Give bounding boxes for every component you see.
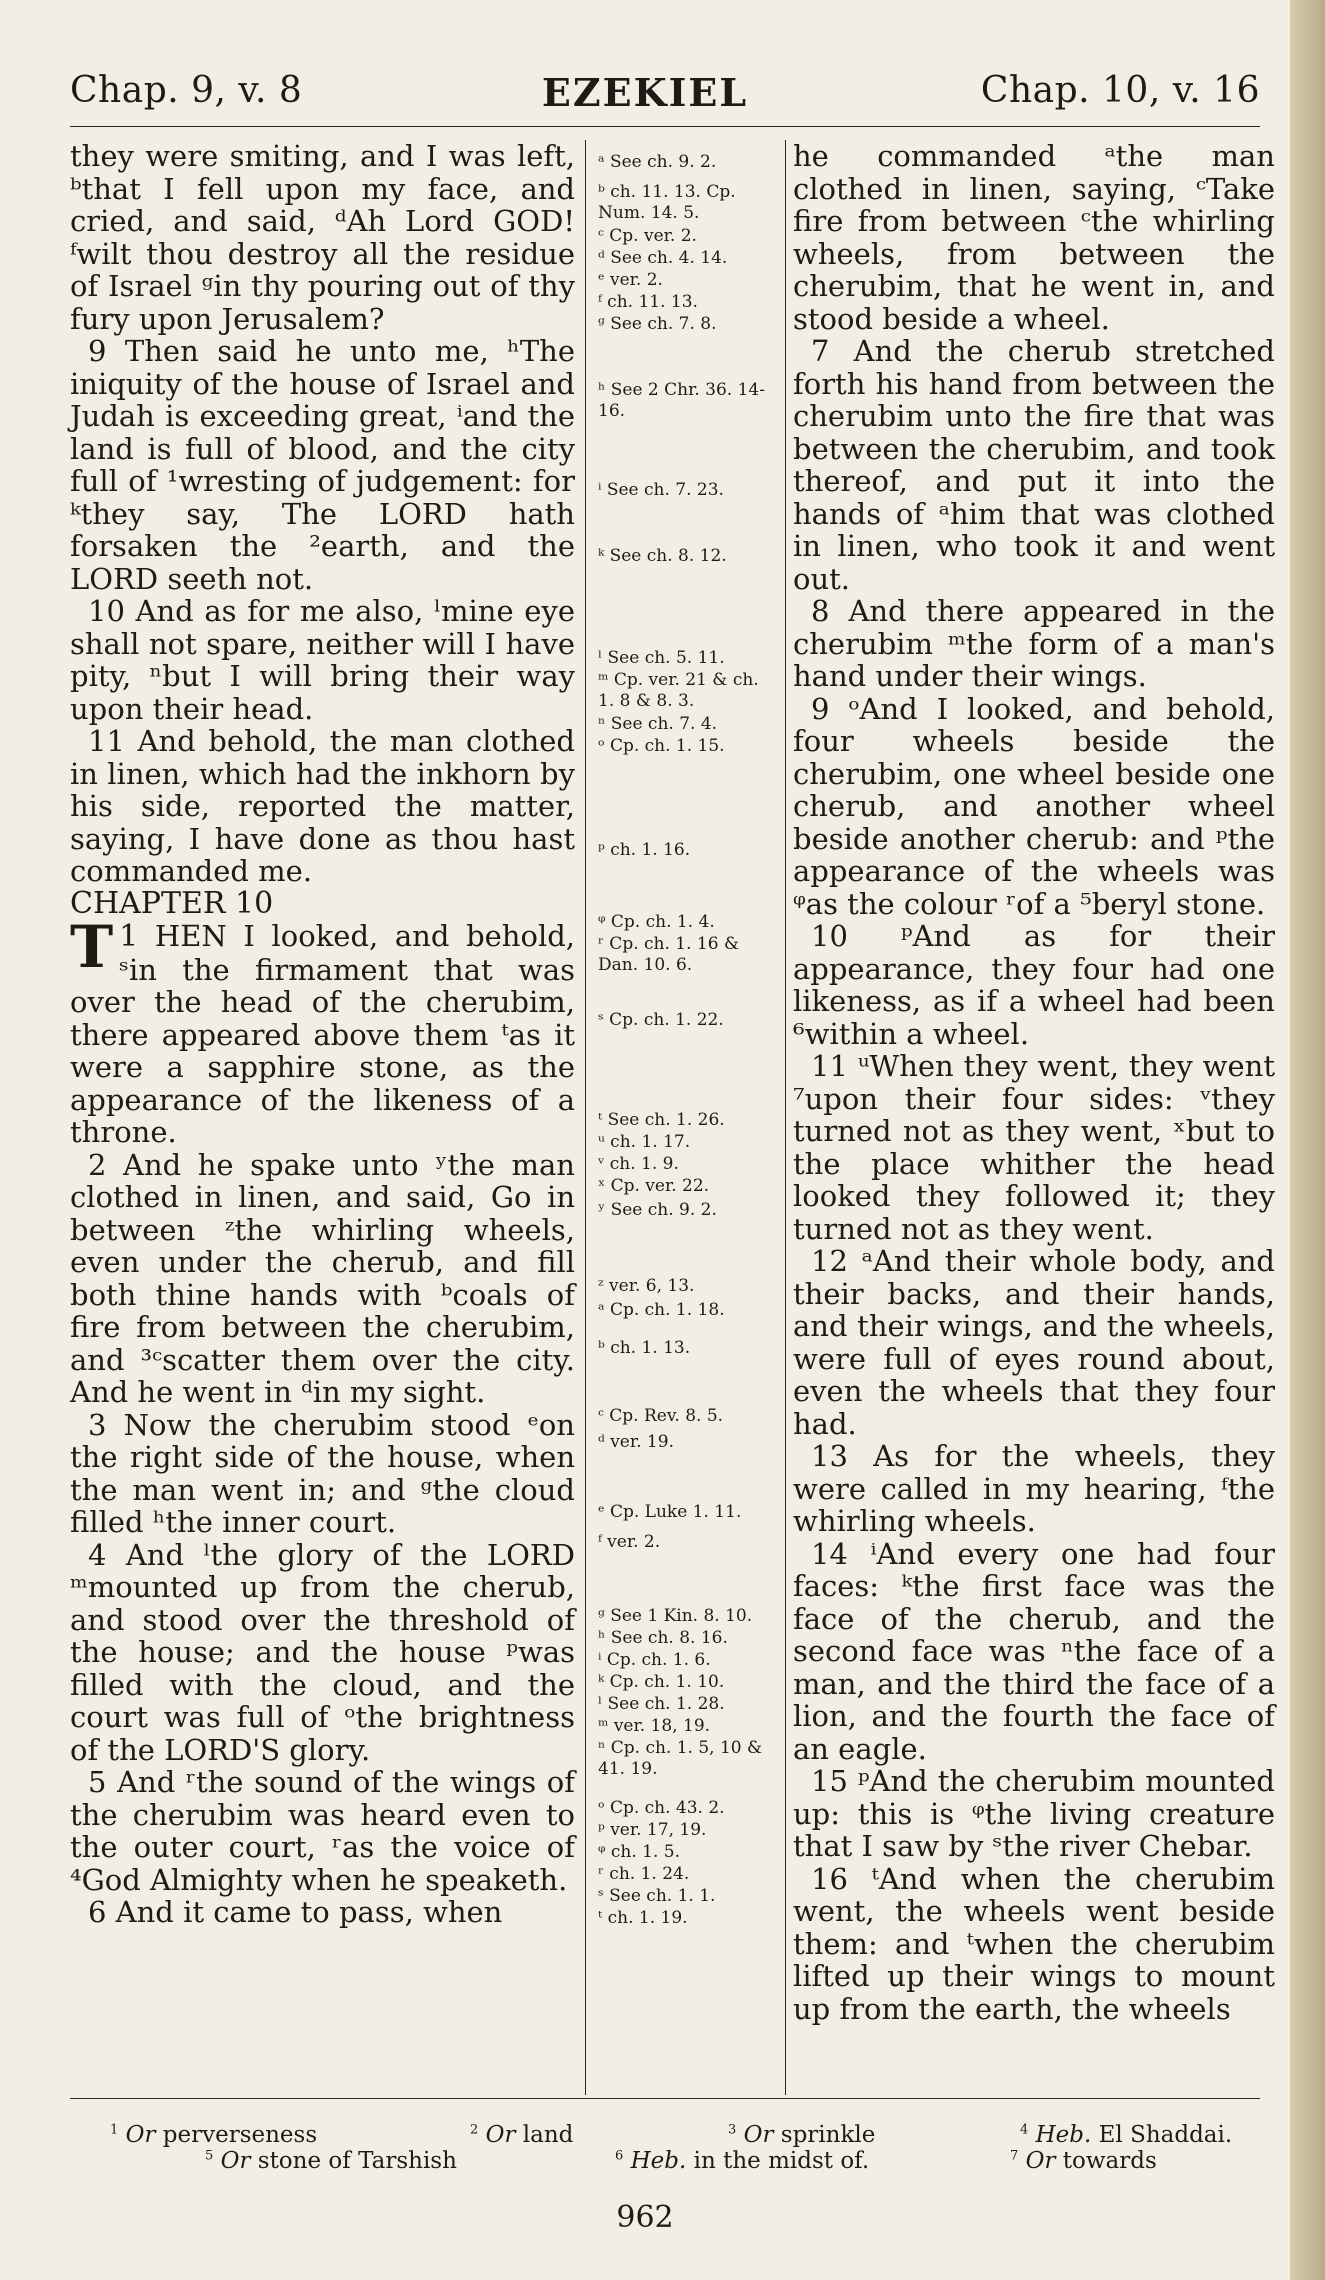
cross-reference: ˡ See ch. 5. 11. [598, 648, 725, 668]
verse-paragraph: 12 ᵃAnd their whole body, and their backs, and their hands, and their wings, and the wheels, were full of eyes round about, even the wheels that they four had. [793, 1244, 1275, 1441]
footnote-label: Or [125, 2122, 156, 2148]
cross-reference: ⁱ See ch. 7. 23. [598, 480, 724, 500]
verse-paragraph: he commanded ᵃthe man clothed in linen, saying, ᶜTake fire from between ᶜthe whirling wheels, from between the cherubim, that he went in, and stood beside a wheel. [793, 139, 1275, 336]
cross-reference: ᵐ Cp. ver. 21 & ch. 1. 8 & 8. 3. [598, 670, 759, 711]
cross-reference: ᵐ ver. 18, 19. [598, 1716, 711, 1736]
cross-reference: ʰ See ch. 8. 16. [598, 1628, 728, 1648]
cross-reference: ᵠ ch. 1. 5. [598, 1842, 681, 1862]
footnote [205, 2148, 457, 2174]
footnote-number: 7 [1010, 2148, 1019, 2164]
footnote [470, 2122, 573, 2148]
verse-paragraph: 10 ᵖAnd as for their appearance, they four had one likeness, as if a wheel had been ⁶within a wheel. [793, 919, 1275, 1051]
cross-reference: ⁿ Cp. ch. 1. 5, 10 & 41. 19. [598, 1738, 763, 1779]
cross-reference: ˣ Cp. ver. 22. [598, 1176, 710, 1196]
footnote-number: 2 [470, 2122, 479, 2138]
footnote-rule [70, 2098, 1260, 2099]
right-text-column [793, 140, 1275, 2025]
cross-reference: ᵗ ch. 1. 19. [598, 1908, 688, 1928]
footnote-label: Or [485, 2122, 516, 2148]
footnote-text: sprinkle [780, 2122, 876, 2148]
cross-reference: ᵠ Cp. ch. 1. 4. [598, 912, 715, 932]
cross-reference: ᵖ ch. 1. 16. [598, 840, 691, 860]
cross-reference: ᵖ ver. 17, 19. [598, 1820, 707, 1840]
footnote-number: 1 [110, 2122, 119, 2138]
footnote [110, 2122, 317, 2148]
chapter-first-verse [70, 913, 575, 1149]
footnote [615, 2148, 869, 2174]
verse-paragraph: 5 And ʳthe sound of the wings of the cherubim was heard even to the outer court, ʳas the voice of ⁴God Almighty when he speaketh. [70, 1765, 575, 1897]
page-number: 962 [616, 2200, 674, 2235]
chapter-heading: CHAPTER 10 [70, 885, 274, 921]
footnote-number: 6 [615, 2148, 624, 2164]
cross-reference: ᵍ See 1 Kin. 8. 10. [598, 1606, 753, 1626]
verse-paragraph: 14 ⁱAnd every one had four faces: ᵏthe first face was the face of the cherub, and the second face was ⁿthe face of a man, and the third the face of a lion, and the fourth the face of an eagle. [793, 1536, 1275, 1766]
footnote-label: Or [220, 2148, 251, 2174]
cross-reference: ᵗ See ch. 1. 26. [598, 1110, 725, 1130]
cross-reference: ʸ See ch. 9. 2. [598, 1200, 717, 1220]
footnote-text: perverseness [162, 2122, 318, 2148]
cross-reference: ᵏ Cp. ch. 1. 10. [598, 1672, 725, 1692]
footnote [1010, 2148, 1157, 2174]
footnote-label: Heb. [1035, 2122, 1092, 2148]
footnote-label: Heb. [630, 2148, 687, 2174]
footnote [1020, 2122, 1232, 2148]
verse-paragraph: 15 ᵖAnd the cherubim mounted up: this is ᵠthe living creature that I saw by ˢthe river Chebar. [793, 1764, 1275, 1863]
cross-reference: ᵃ See ch. 9. 2. [598, 152, 717, 172]
verse-paragraph: 9 Then said he unto me, ʰThe iniquity of the house of Israel and Judah is exceeding great, ⁱand the land is full of blood, and the city full of ¹wresting of judgement: for ᵏthey say, The LORD hath forsaken the ²earth, and the LORD seeth not. [70, 334, 575, 596]
cross-reference: ˢ See ch. 1. 1. [598, 1886, 716, 1906]
verse-paragraph: 3 Now the cherubim stood ᵉon the right side of the house, when the man went in; and ᵍthe cloud filled ʰthe inner court. [70, 1407, 575, 1539]
verse-paragraph: 16 ᵗAnd when the cherubim went, the wheels went beside them: and ᵗwhen the cherubim lifted up their wings to mount up from the earth, the wheels [793, 1861, 1275, 2026]
verse-paragraph: they were smiting, and I was left, ᵇthat I fell upon my face, and cried, and said, ᵈAh Lord GOD! ᶠwilt thou destroy all the residue of Israel ᵍin thy pouring out of thy fury upon Jerusalem? [70, 139, 575, 336]
verse-text: HEN I looked, and behold, ˢin the firmament that was over the head of the cherubim, there appeared above them ᵗas it were a sapphire stone, as the appearance of the likeness of a throne. [70, 919, 575, 1149]
footnote-text: land [522, 2122, 574, 2148]
verse-paragraph: 10 And as for me also, ˡmine eye shall not spare, neither will I have pity, ⁿbut I will bring their way upon their head. [70, 594, 575, 726]
cross-reference: ᶠ ver. 2. [598, 1532, 661, 1552]
footnote-text: El Shaddai. [1098, 2122, 1233, 2148]
cross-reference: ᵉ ver. 2. [598, 270, 663, 290]
cross-reference: ᶠ ch. 11. 13. [598, 292, 698, 312]
footnote-label: Or [1025, 2148, 1056, 2174]
cross-reference: ᵒ Cp. ch. 1. 15. [598, 736, 725, 756]
verse-paragraph: 11 And behold, the man clothed in linen, which had the inkhorn by his side, reported the matter, saying, I have done as thou hast commanded me. [70, 724, 575, 888]
cross-reference: ᵍ See ch. 7. 8. [598, 314, 717, 334]
footnote-label: Or [743, 2122, 774, 2148]
footnote-text: stone of Tarshish [257, 2148, 457, 2174]
footnote [728, 2122, 875, 2148]
verse-paragraph: 6 And it came to pass, when [88, 1895, 503, 1929]
verse-paragraph: 8 And there appeared in the cherubim ᵐthe form of a man's hand under their wings. [793, 594, 1275, 693]
footnote-number: 5 [205, 2148, 214, 2164]
verse-paragraph: 11 ᵘWhen they went, they went ⁷upon their four sides: ᵛthey turned not as they went, ˣbut to the place whither the head looked they followed it; they turned not as they went. [793, 1049, 1275, 1246]
cross-reference: ᵃ Cp. ch. 1. 18. [598, 1300, 725, 1320]
running-header-right: Chap. 10, v. 16 [980, 70, 1260, 111]
verse-paragraph: 4 And ˡthe glory of the LORD ᵐmounted up from the cherub, and stood over the threshold of the house; and the house ᵖwas filled with the cloud, and the court was full of ᵒthe brightness of the LORD'S glory. [70, 1537, 575, 1767]
cross-reference: ᵇ ch. 11. 13. Cp. Num. 14. 5. [598, 182, 736, 223]
column-divider-left [585, 140, 586, 2095]
cross-reference: ⁿ See ch. 7. 4. [598, 714, 718, 734]
cross-reference: ᶻ ver. 6, 13. [598, 1276, 695, 1296]
book-spine-edge [1290, 0, 1325, 2280]
cross-reference: ⁱ Cp. ch. 1. 6. [598, 1650, 711, 1670]
footnote-number: 4 [1020, 2122, 1029, 2138]
cross-reference: ᵈ ver. 19. [598, 1432, 674, 1452]
cross-reference: ᵇ ch. 1. 13. [598, 1338, 691, 1358]
cross-reference: ˡ See ch. 1. 28. [598, 1694, 725, 1714]
verse-paragraph: 7 And the cherub stretched forth his hand from between the cherubim unto the fire that was between the cherubim, and took thereof, and put it into the hands of ᵃhim that was clothed in linen, who took it and went out. [793, 334, 1275, 596]
running-header-left: Chap. 9, v. 8 [70, 70, 303, 111]
cross-reference: ᶜ Cp. Rev. 8. 5. [598, 1406, 724, 1426]
verse-paragraph: 9 ᵒAnd I looked, and behold, four wheels beside the cherubim, one wheel beside one cherub, and another wheel beside another cherub: and ᵖthe appearance of the wheels was ᵠas the colour ʳof a ⁵beryl stone. [793, 691, 1275, 921]
drop-cap: T [70, 913, 114, 981]
cross-reference: ᵉ Cp. Luke 1. 11. [598, 1502, 742, 1522]
footnote-text: towards [1062, 2148, 1157, 2174]
header-rule [70, 126, 1260, 127]
cross-reference: ᵒ Cp. ch. 43. 2. [598, 1798, 725, 1818]
verse-number: 1 [119, 919, 139, 954]
left-text-column [70, 140, 575, 1929]
cross-reference: ʰ See 2 Chr. 36. 14-16. [598, 380, 765, 421]
book-title: EZEKIEL [541, 70, 749, 115]
verse-paragraph: 2 And he spake unto ʸthe man clothed in linen, and said, Go in between ᶻthe whirling wheels, even under the cherub, and fill both thine hands with ᵇcoals of fire from between the cherubim, and ³ᶜscatter them over the city. And he went in ᵈin my sight. [70, 1147, 575, 1409]
verse-paragraph: 13 As for the wheels, they were called in my hearing, ᶠthe whirling wheels. [793, 1439, 1275, 1538]
cross-reference: ᶜ Cp. ver. 2. [598, 226, 697, 246]
column-divider-right [785, 140, 786, 2095]
cross-reference: ʳ Cp. ch. 1. 16 & Dan. 10. 6. [598, 934, 740, 975]
cross-reference: ʳ ch. 1. 24. [598, 1864, 690, 1884]
cross-reference: ˢ Cp. ch. 1. 22. [598, 1010, 724, 1030]
footnote-text: in the midst of. [693, 2148, 870, 2174]
cross-reference: ᵘ ch. 1. 17. [598, 1132, 691, 1152]
cross-reference: ᵛ ch. 1. 9. [598, 1154, 679, 1174]
cross-reference: ᵈ See ch. 4. 14. [598, 248, 728, 268]
cross-reference: ᵏ See ch. 8. 12. [598, 546, 727, 566]
footnote-number: 3 [728, 2122, 737, 2138]
